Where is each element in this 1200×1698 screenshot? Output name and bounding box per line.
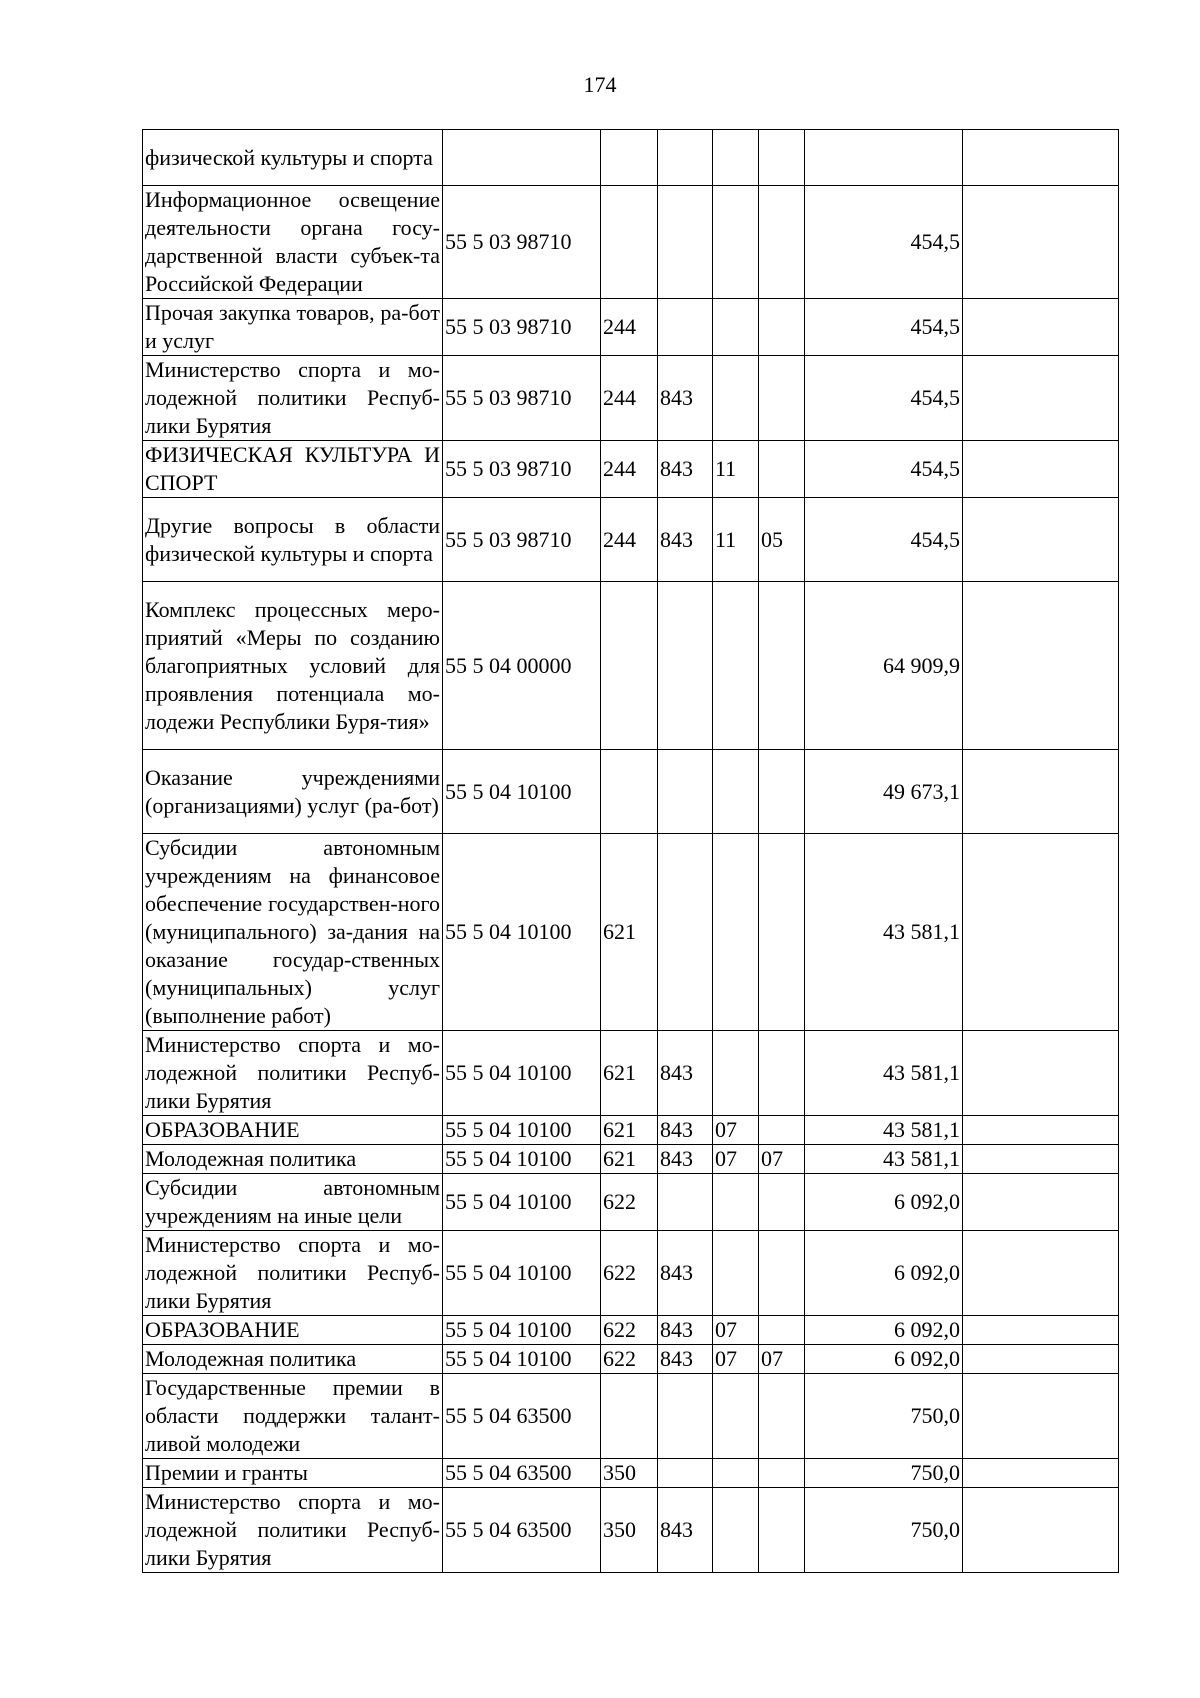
cell-department-code (658, 186, 713, 299)
cell-amount: 454,5 (805, 356, 963, 441)
table-row (143, 1145, 1119, 1174)
cell-subsection (759, 582, 805, 750)
cell-section (713, 1031, 759, 1116)
cell-department-code: 843 (658, 356, 713, 441)
cell-department-code: 843 (658, 1316, 713, 1345)
cell-empty (963, 498, 1119, 582)
cell-section: 07 (713, 1116, 759, 1145)
cell-target-article: 55 5 04 10100 (443, 1316, 601, 1345)
table-row (143, 1116, 1119, 1145)
cell-empty (963, 1459, 1119, 1488)
cell-subsection: 05 (759, 498, 805, 582)
cell-item-name: Информационное освещение деятельности органа госу-дарственной власти субъек-та Российской Федерации (143, 186, 443, 299)
cell-item-name: Комплекс процессных меро-приятий «Меры по созданию благоприятных условий для проявления потенциала мо-лодежи Республики Буря-тия» (143, 582, 443, 750)
table-row (143, 1174, 1119, 1231)
cell-empty (963, 1231, 1119, 1316)
table-row (143, 1374, 1119, 1459)
cell-empty (963, 834, 1119, 1031)
cell-expense-type (601, 582, 658, 750)
cell-section (713, 1459, 759, 1488)
cell-expense-type: 350 (601, 1459, 658, 1488)
cell-section (713, 834, 759, 1031)
cell-subsection (759, 834, 805, 1031)
cell-subsection (759, 441, 805, 498)
cell-section: 07 (713, 1345, 759, 1374)
cell-target-article: 55 5 04 10100 (443, 1116, 601, 1145)
cell-target-article: 55 5 04 10100 (443, 1345, 601, 1374)
cell-amount: 750,0 (805, 1459, 963, 1488)
cell-item-name: Прочая закупка товаров, ра-бот и услуг (143, 299, 443, 356)
cell-amount: 454,5 (805, 441, 963, 498)
cell-department-code: 843 (658, 498, 713, 582)
cell-expense-type: 622 (601, 1174, 658, 1231)
cell-expense-type: 622 (601, 1345, 658, 1374)
table-row (143, 1031, 1119, 1116)
cell-expense-type (601, 1374, 658, 1459)
cell-subsection (759, 1231, 805, 1316)
cell-section (713, 186, 759, 299)
cell-department-code: 843 (658, 441, 713, 498)
cell-target-article: 55 5 04 10100 (443, 1031, 601, 1116)
cell-expense-type: 622 (601, 1316, 658, 1345)
cell-target-article: 55 5 03 98710 (443, 356, 601, 441)
table-row (143, 441, 1119, 498)
cell-item-name: Премии и гранты (143, 1459, 443, 1488)
table-body (143, 130, 1119, 1573)
cell-section: 11 (713, 498, 759, 582)
cell-department-code (658, 834, 713, 1031)
cell-amount: 454,5 (805, 498, 963, 582)
cell-expense-type: 621 (601, 1145, 658, 1174)
table-row (143, 834, 1119, 1031)
cell-target-article: 55 5 04 10100 (443, 1231, 601, 1316)
cell-section (713, 1231, 759, 1316)
cell-empty (963, 1488, 1119, 1573)
cell-empty (963, 1116, 1119, 1145)
cell-amount: 750,0 (805, 1374, 963, 1459)
cell-department-code (658, 582, 713, 750)
table-row (143, 750, 1119, 834)
table-row (143, 1316, 1119, 1345)
cell-department-code: 843 (658, 1145, 713, 1174)
cell-item-name: Субсидии автономным учреждениям на иные цели (143, 1174, 443, 1231)
table-row (143, 186, 1119, 299)
cell-subsection (759, 356, 805, 441)
cell-expense-type: 350 (601, 1488, 658, 1573)
cell-item-name: Оказание учреждениями (организациями) услуг (ра-бот) (143, 750, 443, 834)
cell-subsection (759, 1116, 805, 1145)
table-row (143, 498, 1119, 582)
cell-department-code (658, 750, 713, 834)
cell-section: 07 (713, 1145, 759, 1174)
cell-amount: 750,0 (805, 1488, 963, 1573)
cell-empty (963, 356, 1119, 441)
table-row (143, 1231, 1119, 1316)
cell-target-article: 55 5 03 98710 (443, 186, 601, 299)
cell-section: 11 (713, 441, 759, 498)
cell-subsection (759, 1374, 805, 1459)
cell-empty (963, 1316, 1119, 1345)
cell-expense-type (601, 186, 658, 299)
cell-amount: 6 092,0 (805, 1316, 963, 1345)
cell-department-code (658, 1374, 713, 1459)
cell-item-name: Министерство спорта и мо-лодежной политики Респуб-лики Бурятия (143, 1031, 443, 1116)
cell-target-article: 55 5 03 98710 (443, 299, 601, 356)
cell-section (713, 1488, 759, 1573)
cell-item-name: физической культуры и спорта (143, 130, 443, 186)
cell-empty (963, 186, 1119, 299)
cell-subsection: 07 (759, 1345, 805, 1374)
cell-subsection (759, 1031, 805, 1116)
cell-subsection (759, 1316, 805, 1345)
cell-target-article: 55 5 04 00000 (443, 582, 601, 750)
cell-item-name: Молодежная политика (143, 1145, 443, 1174)
cell-amount: 43 581,1 (805, 1031, 963, 1116)
cell-amount (805, 130, 963, 186)
cell-target-article: 55 5 04 63500 (443, 1488, 601, 1573)
cell-department-code: 843 (658, 1116, 713, 1145)
cell-expense-type: 622 (601, 1231, 658, 1316)
cell-amount: 49 673,1 (805, 750, 963, 834)
page-number: 174 (583, 72, 617, 97)
cell-section (713, 299, 759, 356)
cell-empty (963, 1031, 1119, 1116)
budget-table (142, 129, 1119, 1573)
cell-amount: 6 092,0 (805, 1345, 963, 1374)
cell-empty (963, 1374, 1119, 1459)
cell-expense-type: 621 (601, 834, 658, 1031)
cell-item-name: Министерство спорта и мо-лодежной политики Респуб-лики Бурятия (143, 1488, 443, 1573)
cell-department-code (658, 1174, 713, 1231)
cell-department-code (658, 1459, 713, 1488)
cell-item-name: Субсидии автономным учреждениям на финансовое обеспечение государствен-ного (муниципального) за-дания на оказание государ-ственных (муниципальных) услуг (выполнение работ) (143, 834, 443, 1031)
cell-amount: 454,5 (805, 299, 963, 356)
cell-item-name: Государственные премии в области поддержки талант-ливой молодежи (143, 1374, 443, 1459)
cell-section (713, 356, 759, 441)
cell-section (713, 750, 759, 834)
cell-expense-type (601, 130, 658, 186)
cell-department-code (658, 299, 713, 356)
cell-target-article: 55 5 03 98710 (443, 498, 601, 582)
cell-target-article: 55 5 04 10100 (443, 834, 601, 1031)
cell-empty (963, 1345, 1119, 1374)
cell-subsection: 07 (759, 1145, 805, 1174)
cell-subsection (759, 1459, 805, 1488)
cell-subsection (759, 750, 805, 834)
cell-expense-type: 244 (601, 498, 658, 582)
cell-empty (963, 1145, 1119, 1174)
cell-amount: 6 092,0 (805, 1174, 963, 1231)
cell-target-article (443, 130, 601, 186)
cell-expense-type (601, 750, 658, 834)
cell-expense-type: 244 (601, 441, 658, 498)
cell-subsection (759, 130, 805, 186)
cell-empty (963, 582, 1119, 750)
cell-section (713, 1374, 759, 1459)
cell-amount: 6 092,0 (805, 1231, 963, 1316)
cell-amount: 64 909,9 (805, 582, 963, 750)
cell-empty (963, 1174, 1119, 1231)
cell-amount: 454,5 (805, 186, 963, 299)
cell-item-name: ФИЗИЧЕСКАЯ КУЛЬТУРА И СПОРТ (143, 441, 443, 498)
cell-target-article: 55 5 04 63500 (443, 1374, 601, 1459)
cell-target-article: 55 5 04 10100 (443, 1174, 601, 1231)
cell-empty (963, 750, 1119, 834)
table-row (143, 299, 1119, 356)
cell-section: 07 (713, 1316, 759, 1345)
cell-section (713, 1174, 759, 1231)
cell-item-name: ОБРАЗОВАНИЕ (143, 1316, 443, 1345)
cell-item-name: Министерство спорта и мо-лодежной политики Респуб-лики Бурятия (143, 356, 443, 441)
cell-expense-type: 244 (601, 299, 658, 356)
cell-empty (963, 299, 1119, 356)
table-row (143, 582, 1119, 750)
cell-amount: 43 581,1 (805, 834, 963, 1031)
cell-empty (963, 441, 1119, 498)
cell-department-code: 843 (658, 1345, 713, 1374)
table-row (143, 130, 1119, 186)
cell-target-article: 55 5 03 98710 (443, 441, 601, 498)
cell-target-article: 55 5 04 63500 (443, 1459, 601, 1488)
cell-section (713, 130, 759, 186)
cell-item-name: ОБРАЗОВАНИЕ (143, 1116, 443, 1145)
cell-expense-type: 621 (601, 1031, 658, 1116)
cell-subsection (759, 1174, 805, 1231)
cell-target-article: 55 5 04 10100 (443, 1145, 601, 1174)
cell-subsection (759, 186, 805, 299)
cell-subsection (759, 1488, 805, 1573)
cell-expense-type: 621 (601, 1116, 658, 1145)
cell-target-article: 55 5 04 10100 (443, 750, 601, 834)
cell-expense-type: 244 (601, 356, 658, 441)
cell-empty (963, 130, 1119, 186)
table-row (143, 1345, 1119, 1374)
cell-department-code: 843 (658, 1488, 713, 1573)
cell-department-code: 843 (658, 1231, 713, 1316)
cell-item-name: Министерство спорта и мо-лодежной политики Респуб-лики Бурятия (143, 1231, 443, 1316)
cell-department-code (658, 130, 713, 186)
table-row (143, 1488, 1119, 1573)
cell-item-name: Молодежная политика (143, 1345, 443, 1374)
cell-amount: 43 581,1 (805, 1145, 963, 1174)
table-row (143, 356, 1119, 441)
cell-item-name: Другие вопросы в области физической культуры и спорта (143, 498, 443, 582)
cell-amount: 43 581,1 (805, 1116, 963, 1145)
table-row (143, 1459, 1119, 1488)
cell-section (713, 582, 759, 750)
cell-department-code: 843 (658, 1031, 713, 1116)
cell-subsection (759, 299, 805, 356)
